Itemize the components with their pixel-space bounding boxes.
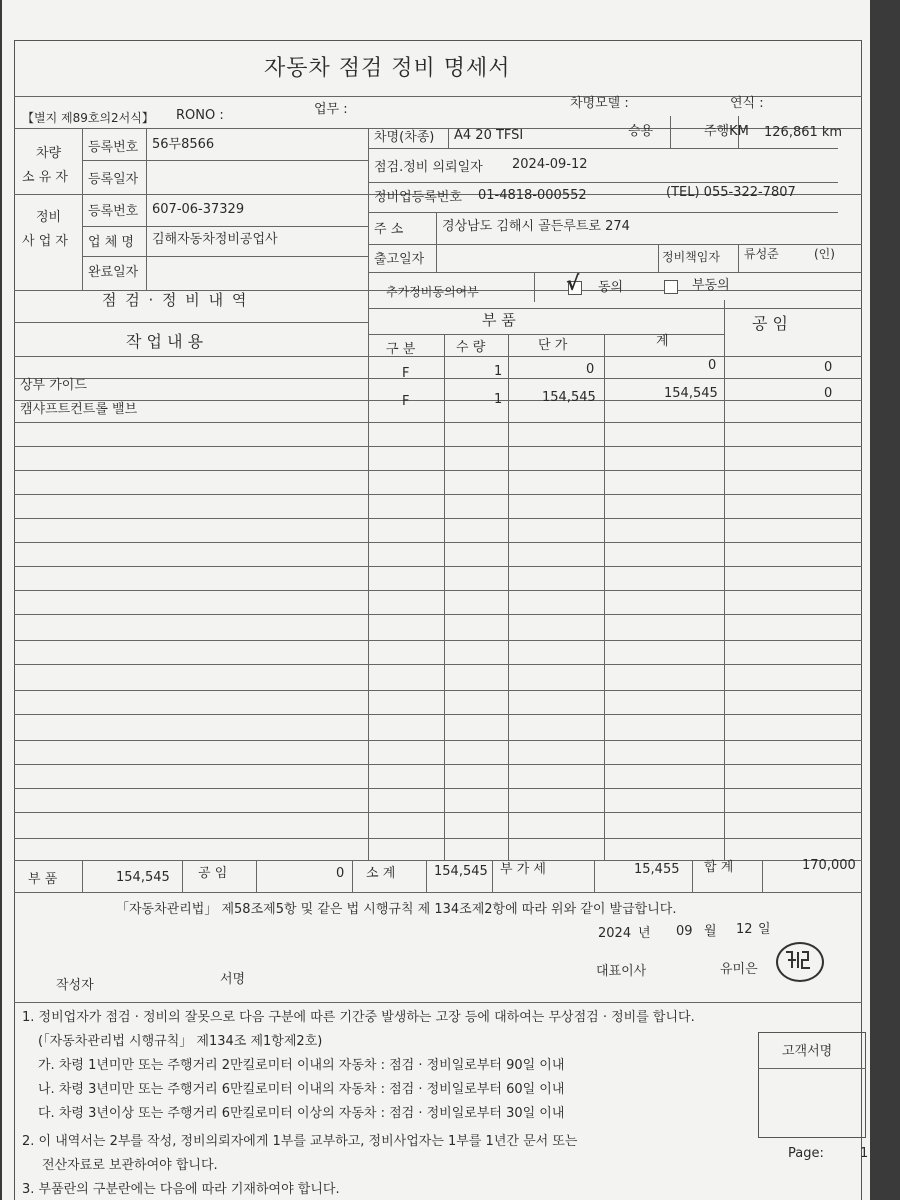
work-header: 작 업 내 용	[126, 332, 204, 351]
address-label: 주 소	[374, 222, 404, 237]
issue-month-unit: 월	[704, 924, 717, 939]
shop-reg-label: 정비업등록번호	[374, 190, 462, 205]
work-label: 업무 :	[314, 102, 348, 117]
page-label: Page:	[788, 1146, 824, 1161]
vehicle-type: 승용	[628, 124, 654, 139]
parts-header: 부 품	[482, 311, 516, 329]
complete-date-label: 완료일자	[88, 265, 139, 280]
form-frame	[14, 40, 862, 1200]
row-2-total: 154,545	[664, 386, 718, 401]
owner-reg-no-label: 등록번호	[88, 140, 139, 155]
release-date-label: 출고일자	[374, 252, 425, 267]
row-2-labor: 0	[824, 386, 833, 401]
agree-label: 동의	[598, 280, 624, 295]
request-date: 2024-09-12	[512, 157, 588, 172]
consent-label: 추가정비동의여부	[386, 285, 479, 299]
row-2-type: F	[402, 394, 410, 409]
address-value: 경상남도 김해시 골든루트로 274	[442, 219, 630, 234]
page-title: 자동차 점검 정비 명세서	[264, 56, 511, 81]
manager-name: 류성준	[744, 247, 779, 261]
note-2-cont: 전산자료로 보관하여야 합니다.	[42, 1158, 218, 1173]
note-1-c: 다. 차령 3년이상 또는 주행거리 6만킬로미터 이상의 자동차 : 점검 · 정비일로부터 30일 이내	[38, 1106, 565, 1121]
issue-year-unit: 년	[638, 926, 651, 941]
row-2-qty: 1	[494, 392, 503, 407]
mileage-value: 126,861 km	[764, 125, 843, 140]
totals-parts-label: 부 품	[28, 872, 58, 887]
row-1-unit-price: 0	[586, 362, 595, 377]
ceo-name: 유미은	[720, 962, 758, 977]
manager-label: 정비책임자	[662, 250, 720, 264]
customer-sign-label: 고객서명	[782, 1044, 833, 1059]
row-2-unit-price: 154,545	[542, 390, 596, 405]
ceo-label: 대표이사	[596, 964, 647, 979]
shop-section-label: 정비	[36, 210, 62, 225]
year-label: 연식 :	[730, 96, 764, 111]
col-unit-header: 단 가	[538, 338, 568, 353]
note-3: 3. 부품란의 구분란에는 다음에 따라 기재하여야 합니다.	[22, 1182, 340, 1197]
owner-section-label: 차량	[36, 146, 62, 161]
company-name: 김해자동차정비공업사	[152, 232, 278, 247]
issue-month: 09	[676, 924, 693, 939]
subtotal-label: 소 계	[366, 866, 396, 881]
note-1-b: 나. 차령 3년미만 또는 주행거리 6만킬로미터 이내의 자동차 : 점검 · 정비일로부터 60일 이내	[38, 1082, 565, 1097]
row-2-work: 캠샤프트컨트롤 밸브	[20, 402, 138, 417]
writer-label: 작성자	[56, 978, 94, 993]
company-seal	[776, 942, 824, 982]
grand-total-value: 170,000	[802, 858, 856, 873]
issue-day-unit: 일	[758, 922, 771, 937]
row-1-total: 0	[708, 358, 717, 373]
mileage-label: 주행KM	[704, 124, 749, 139]
labor-header: 공 임	[752, 314, 788, 333]
note-1-ref: (「자동차관리법 시행규칙」 제134조 제1항제2호)	[38, 1034, 323, 1049]
vehicle-name-label: 차명(차종)	[374, 130, 435, 145]
totals-labor: 0	[336, 866, 345, 881]
col-type-header: 구 분	[386, 342, 416, 357]
shop-reg-no-label: 등록번호	[88, 204, 139, 219]
totals-labor-label: 공 임	[198, 866, 228, 881]
issue-day: 12	[736, 922, 753, 937]
vehicle-name: A4 20 TFSI	[454, 128, 524, 143]
grand-total-label: 합 계	[704, 860, 734, 875]
issue-year: 2024	[598, 926, 632, 941]
form-number: 【별지 제89호의2서식】	[22, 111, 154, 125]
col-qty-header: 수 량	[456, 340, 486, 355]
subtotal-value: 154,545	[434, 864, 488, 879]
row-1-work: 상부 가이드	[20, 378, 87, 393]
car-model-label: 차명모델 :	[570, 96, 629, 111]
row-1-type: F	[402, 366, 410, 381]
note-1-a: 가. 차령 1년미만 또는 주행거리 2만킬로미터 이내의 자동차 : 점검 · 정비일로부터 90일 이내	[38, 1058, 565, 1073]
page-number: 1	[860, 1146, 869, 1161]
document-sheet	[2, 0, 870, 1200]
note-1: 1. 정비업자가 점검 · 정비의 잘못으로 다음 구분에 따른 기간중 발생하는 고장 등에 대하여는 무상점검 · 정비를 합니다.	[22, 1010, 695, 1025]
totals-parts: 154,545	[116, 870, 170, 885]
owner-reg-no: 56무8566	[152, 137, 215, 152]
company-label: 업 체 명	[88, 235, 134, 250]
work-section-title: 점 검 · 정 비 내 역	[102, 291, 249, 309]
shop-reg-no: 607-06-37329	[152, 202, 245, 217]
owner-section-label-2: 소 유 자	[22, 170, 68, 185]
vat-label: 부 가 세	[500, 862, 546, 877]
col-total-header: 계	[656, 334, 669, 349]
sign-label: 서명	[220, 972, 246, 987]
row-1-labor: 0	[824, 360, 833, 375]
disagree-label: 부동의	[692, 278, 730, 293]
owner-reg-date-label: 등록일자	[88, 172, 139, 187]
vat-value: 15,455	[634, 862, 680, 877]
issuance-statement: 「자동차관리법」 제58조제5항 및 같은 법 시행규칙 제 134조제2항에 따라 위와 같이 발급합니다.	[116, 902, 677, 917]
agree-checkmark: √	[566, 271, 580, 295]
request-date-label: 점검.정비 의뢰일자	[374, 160, 483, 175]
row-1-qty: 1	[494, 364, 503, 379]
rono-label: RONO :	[176, 108, 224, 123]
note-2: 2. 이 내역서는 2부를 작성, 정비의뢰자에게 1부를 교부하고, 정비사업자는 1부를 1년간 문서 또는	[22, 1134, 578, 1149]
seal-mark: (인)	[814, 247, 835, 261]
shop-tel: (TEL) 055-322-7807	[666, 185, 796, 200]
shop-reg-value: 01-4818-000552	[478, 188, 587, 203]
shop-section-label-2: 사 업 자	[22, 234, 68, 249]
disagree-checkbox[interactable]	[664, 280, 678, 294]
